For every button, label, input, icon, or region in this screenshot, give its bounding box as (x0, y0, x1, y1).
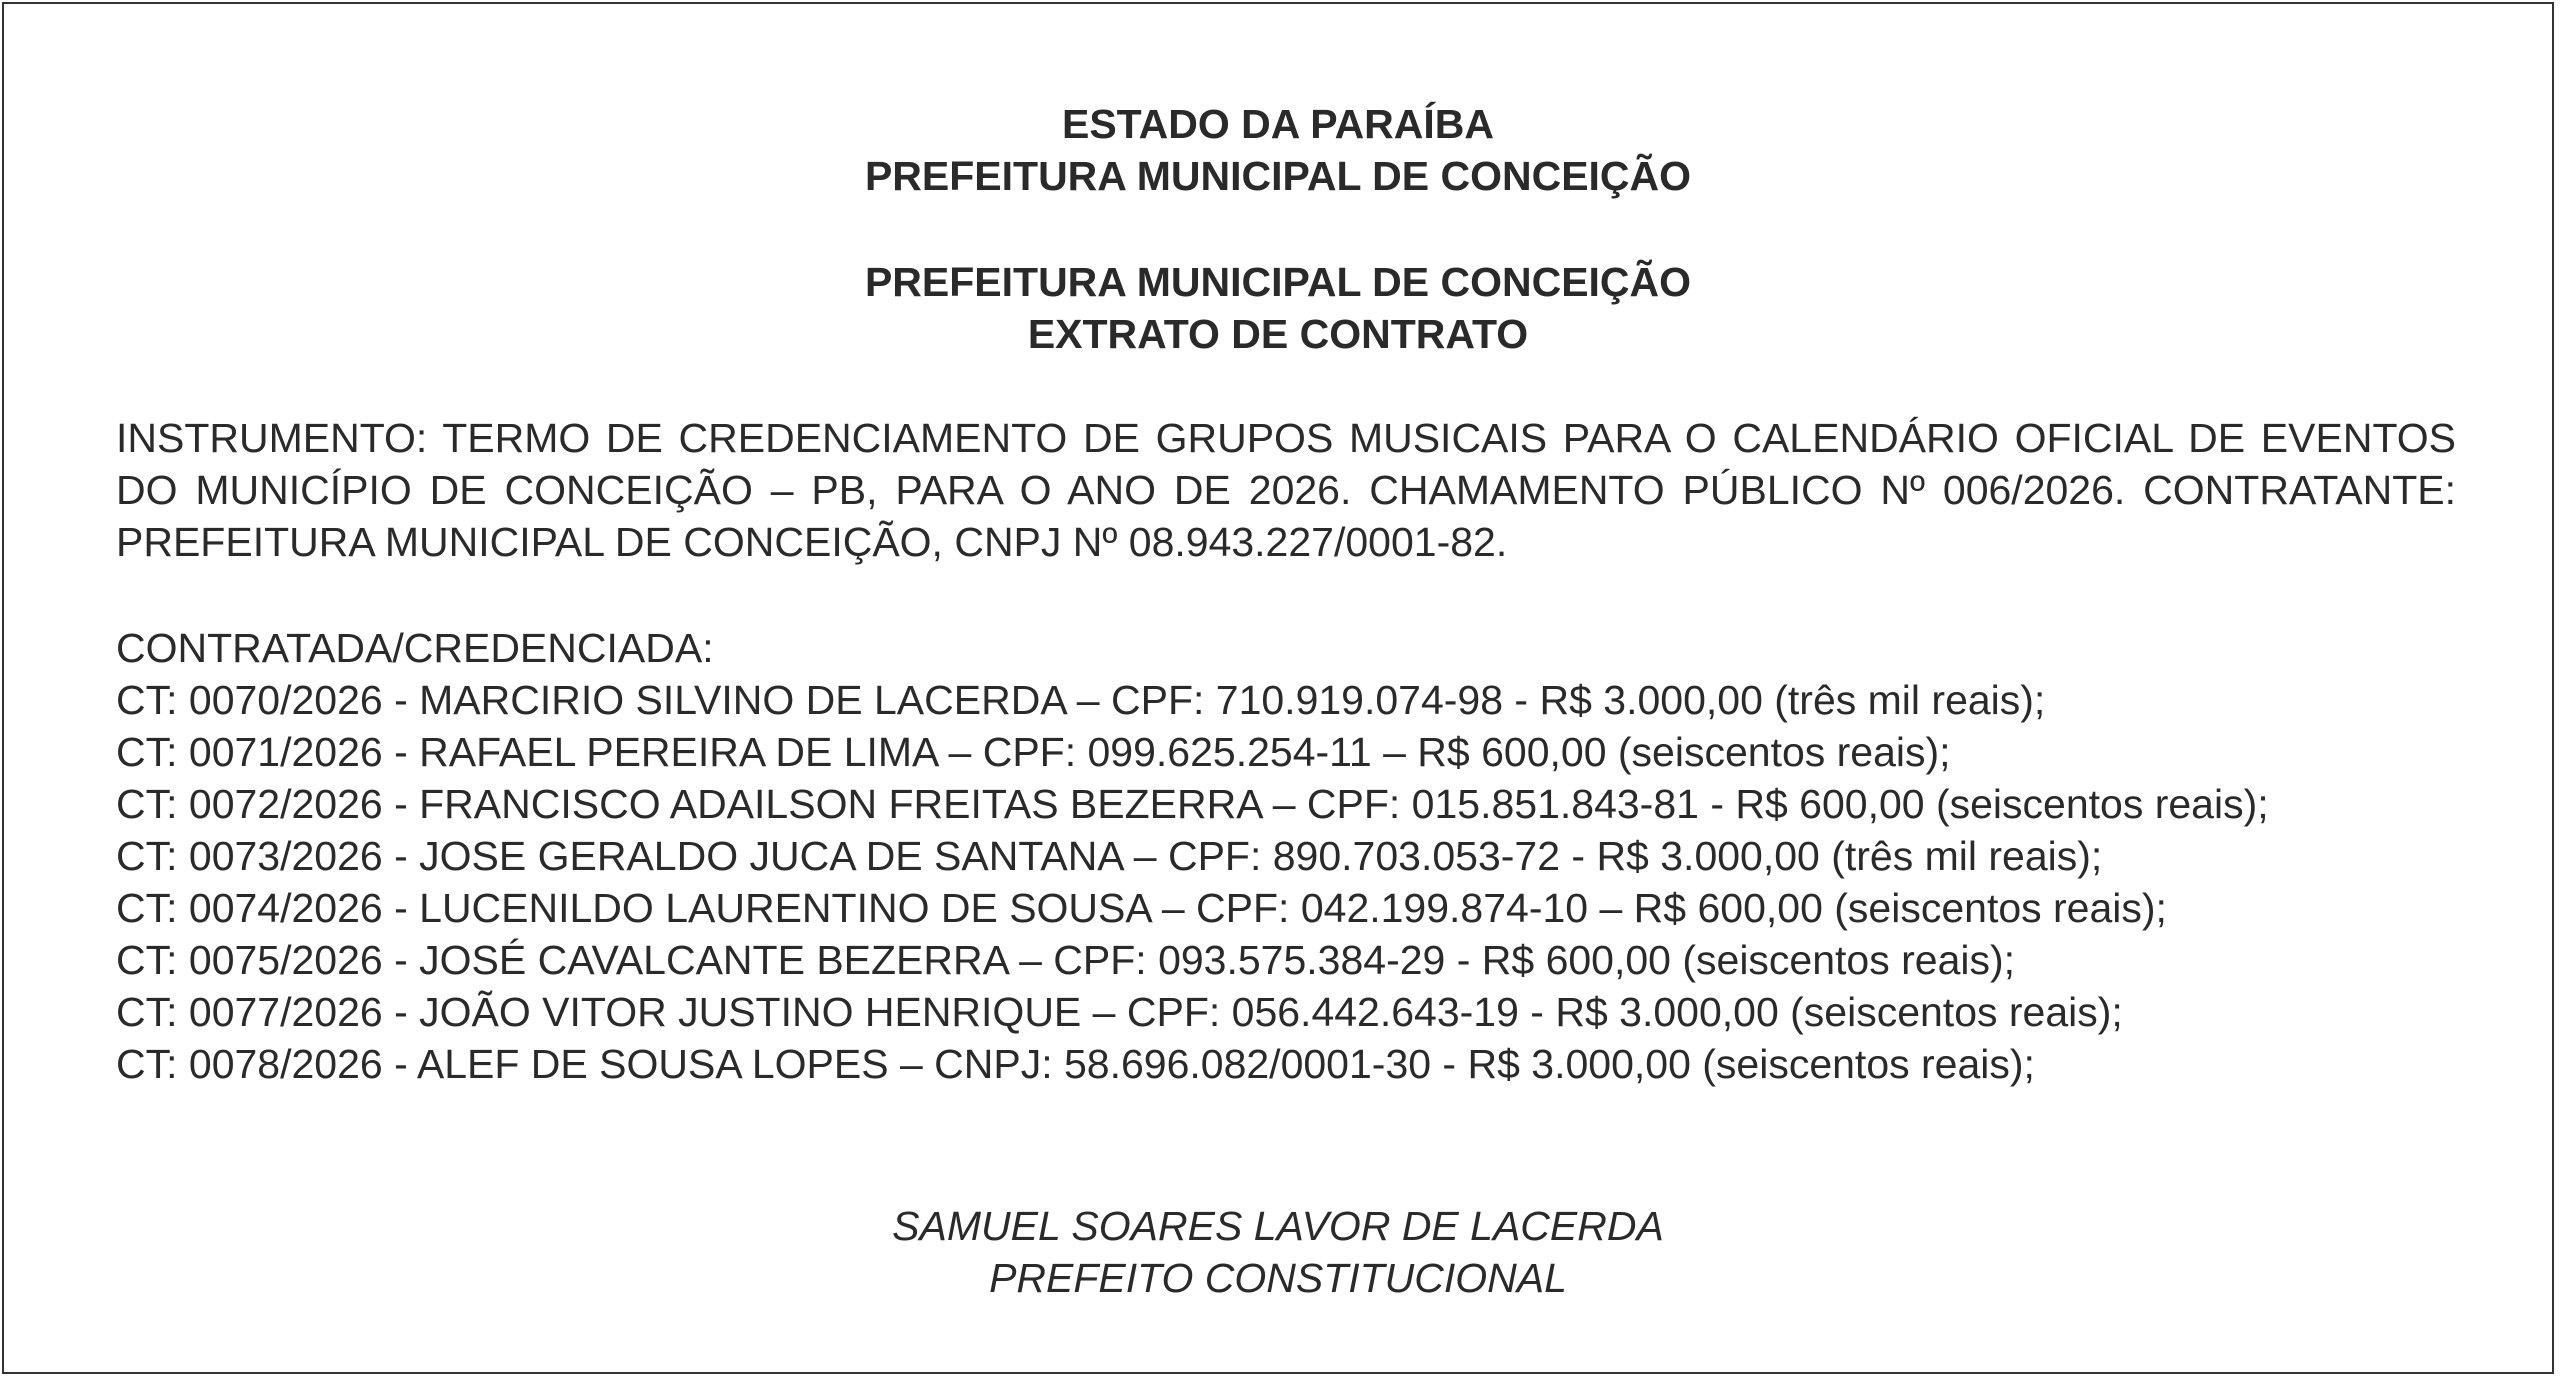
contract-item: CT: 0073/2026 - JOSE GERALDO JUCA DE SANTANA – CPF: 890.703.053-72 - R$ 3.000,00 (três mil reais); (116, 833, 2103, 879)
issuer-name: PREFEITURA MUNICIPAL DE CONCEIÇÃO (864, 259, 1692, 305)
contract-item: CT: 0074/2026 - LUCENILDO LAURENTINO DE SOUSA – CPF: 042.199.874-10 – R$ 600,00 (seiscentos reais); (116, 885, 2167, 931)
instrument-paragraph: INSTRUMENTO: TERMO DE CREDENCIAMENTO DE GRUPOS MUSICAIS PARA O CALENDÁRIO OFICIAL DE EVENTOS DO MUNICÍPIO DE CONCEIÇÃO – PB, PARA O ANO DE 2026. CHAMAMENTO PÚBLICO Nº 006/2026. CONTRATANTE: PREFEITURA MUNICIPAL DE CONCEIÇÃO, CNPJ Nº 08.943.227/0001-82. (116, 415, 2456, 565)
signature-block (0, 1200, 2556, 1304)
signatory-name: SAMUEL SOARES LAVOR DE LACERDA (892, 1203, 1664, 1249)
contract-item: CT: 0078/2026 - ALEF DE SOUSA LOPES – CNPJ: 58.696.082/0001-30 - R$ 3.000,00 (seiscentos reais); (116, 1041, 2035, 1087)
contract-item: CT: 0077/2026 - JOÃO VITOR JUSTINO HENRIQUE – CPF: 056.442.643-19 - R$ 3.000,00 (seiscentos reais); (116, 989, 2123, 1035)
signatory-title: PREFEITO CONSTITUCIONAL (989, 1255, 1567, 1301)
document-title: EXTRATO DE CONTRATO (1027, 311, 1529, 357)
state-name: ESTADO DA PARAÍBA (1061, 101, 1495, 147)
contract-item: CT: 0075/2026 - JOSÉ CAVALCANTE BEZERRA – CPF: 093.575.384-29 - R$ 600,00 (seiscentos reais); (116, 937, 2016, 983)
contract-item: CT: 0070/2026 - MARCIRIO SILVINO DE LACERDA – CPF: 710.919.074-98 - R$ 3.000,00 (três mil reais); (116, 677, 2046, 723)
header-block-state (0, 98, 2556, 202)
header-block-extract (0, 256, 2556, 360)
contract-item: CT: 0071/2026 - RAFAEL PEREIRA DE LIMA – CPF: 099.625.254-11 – R$ 600,00 (seiscentos reais); (116, 729, 1951, 775)
contract-item: CT: 0072/2026 - FRANCISCO ADAILSON FREITAS BEZERRA – CPF: 015.851.843-81 - R$ 600,00 (seiscentos reais); (116, 781, 2269, 827)
municipality-name: PREFEITURA MUNICIPAL DE CONCEIÇÃO (864, 153, 1692, 199)
contracts-heading: CONTRATADA/CREDENCIADA: (116, 625, 714, 671)
contracts-list (116, 622, 2456, 1090)
